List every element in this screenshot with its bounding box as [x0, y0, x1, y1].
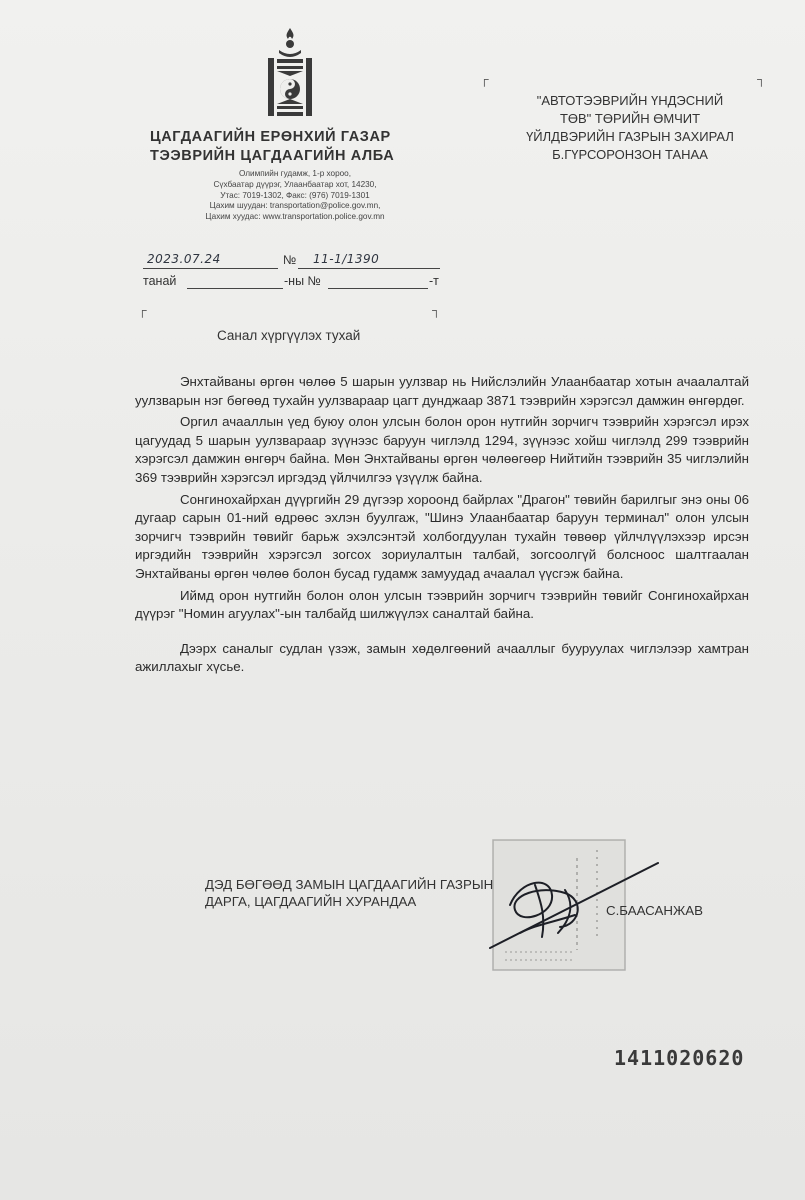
contact-line: Утас: 7019-1302, Факс: (976) 7019-1301 [220, 190, 370, 200]
contact-line: Олимпийн гудамж, 1-р хороо, [238, 169, 352, 178]
corner-mark: ┌ [480, 72, 489, 86]
recipient-line: Б.ГҮРСОРОНЗОН ТАНАА [552, 147, 708, 162]
date-underline [143, 268, 278, 269]
organization-name [150, 128, 430, 166]
body-paragraph: Дээрх саналыг судлан үзэж, замын хөдөлгөөний ачааллыг бууруулах чиглэлээр хамтран ажиллахыг хүсье. [135, 640, 749, 675]
body-paragraph: Оргил ачааллын үед буюу олон улсын болон орон нутгийн зорчигч тээврийн хэрэгсэл ирэх цагуудад 5 шарын уулзвараар зүүнээс баруун чиглэлд 1294, зүүнээс хойш чиглэлд 299 тээврийн хэрэгсэл дамжин өнгөрч байна. Мөн Энхтайваны өргөн чөлөөгөөр Нийтийн тээврийн 35 чиглэлийн 369 тээврийн хэрэгсэл иргэдэд үйлчилгээ үзүүлж байна. [135, 414, 749, 485]
soyombo-emblem-icon [262, 28, 318, 120]
number-underline [298, 268, 440, 269]
document-serial-number: 1411020620 [614, 1046, 745, 1070]
contact-info [150, 169, 440, 223]
signer-title [205, 876, 493, 910]
body-paragraph: Энхтайваны өргөн чөлөө 5 шарын уулзвар нь Нийслэлийн Улаанбаатар хотын ачаалалтай уулзварын нэг бөгөөд тухайн уулзвараар цагт дунджаар 3871 тээврийн хэрэгсэл дамжин өнгөрдөг. [135, 374, 749, 408]
corner-mark: ┌ [138, 303, 147, 317]
signer-title-line-1: ДЭД БӨГӨӨД ЗАМЫН ЦАГДААГИЙН ГАЗРЫН [205, 877, 494, 892]
reply-date-underline [187, 288, 283, 289]
reply-suffix: -т [429, 274, 439, 288]
corner-mark: ┐ [757, 72, 766, 86]
contact-line: Сүхбаатар дүүрэг, Улаанбаатар хот, 14230, [213, 179, 377, 189]
number-prefix: № [283, 253, 297, 267]
signer-title-line-2: ДАРГА, ЦАГДААГИЙН ХУРАНДАА [205, 894, 417, 909]
body-paragraph: Иймд орон нутгийн болон олон улсын тээврийн зорчигч тээврийн төвийг Сонгинохайрхан дүүрэг "Номин агуулах"-ын талбайд шилжүүлэх саналтай байна. [135, 587, 749, 622]
org-name-line-1: ЦАГДААГИЙН ЕРӨНХИЙ ГАЗАР [150, 129, 391, 145]
org-name-line-2: ТЭЭВРИЙН ЦАГДААГИЙН АЛБА [150, 148, 395, 164]
recipient-line: "АВТОТЭЭВРИЙН ҮНДЭСНИЙ [536, 93, 724, 108]
recipient-line: ҮЙЛДВЭРИЙН ГАЗРЫН ЗАХИРАЛ [526, 129, 734, 144]
registration-date: 2023.07.24 [147, 252, 221, 266]
corner-mark: ┐ [432, 303, 441, 317]
signer-name: С.БААСАНЖАВ [606, 903, 703, 918]
reply-mid-label: -ны № [284, 274, 321, 288]
recipient-address [490, 92, 770, 164]
body-paragraph: Сонгинохайрхан дүүргийн 29 дүгээр хороонд байрлах "Драгон" төвийн барилгыг энэ оны 06 дугаар сарын 01-ний өдрөөс эхлэн буулгаж, "Шинэ Улаанбаатар баруун терминал" олон улсын зорчигч тээврийн төвийг барьж эхэлсэнтэй холбогдуулан тухайн төвөөр үйлчлүүлэхээр ирсэн иргэдийн тээврийн хэрэгсэл зогсох зориулалтын талбай, зогсоолгүй болсноос шалтгаалан Энхтайваны өргөн чөлөө болон бусад гудамж замуудад ачаалал үүсгэж байна. [135, 491, 749, 581]
letter-body [135, 373, 749, 680]
letter-subject: Санал хүргүүлэх тухай [217, 328, 361, 343]
registration-number: 11-1/1390 [313, 252, 380, 266]
handwritten-signature [480, 845, 670, 955]
contact-line: Цахим хуудас: www.transportation.police.gov.mn [205, 212, 385, 222]
reply-number-underline [328, 288, 428, 289]
reply-label: танай [143, 274, 177, 288]
registration-block [143, 252, 443, 296]
recipient-line: ТӨВ" ТӨРИЙН ӨМЧИТ [559, 111, 701, 126]
contact-line: Цахим шуудан: transportation@police.gov.mn, [209, 201, 381, 211]
